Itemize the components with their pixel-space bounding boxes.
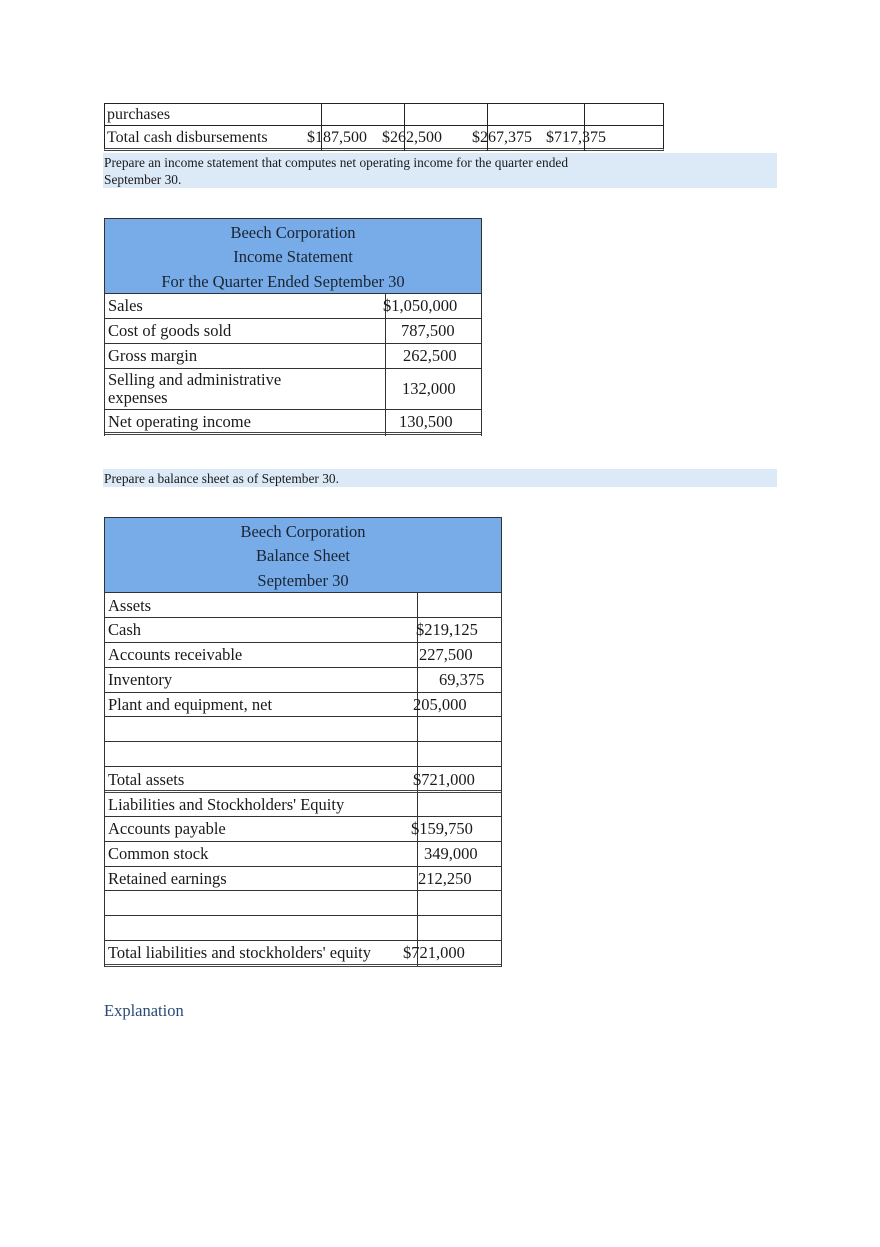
table-row	[105, 343, 481, 369]
table-row	[105, 940, 501, 967]
table-row	[105, 692, 501, 717]
empty-row	[105, 741, 501, 767]
table-row	[105, 368, 481, 410]
balance-sheet-table	[104, 517, 502, 967]
table-row	[105, 642, 501, 668]
row-value: $1,050,000	[383, 296, 458, 315]
disbursement-value: $267,375	[472, 129, 532, 146]
income-statement-table	[104, 218, 482, 436]
row-value: 130,500	[399, 412, 453, 431]
row-value: 787,500	[401, 321, 455, 340]
empty-row	[105, 890, 501, 916]
total-liabilities-value: $721,000	[403, 943, 465, 962]
row-label: Inventory	[108, 670, 173, 689]
section-heading-row	[105, 592, 501, 618]
row-value: 262,500	[403, 346, 457, 365]
total-assets-label: Total assets	[108, 770, 185, 789]
table-row	[105, 667, 501, 693]
row-label: Retained earnings	[108, 869, 227, 888]
liabilities-heading: Liabilities and Stockholders' Equity	[108, 795, 345, 814]
row-value: 69,375	[439, 670, 485, 689]
row-value: 205,000	[413, 695, 467, 714]
disbursement-value: $262,500	[382, 129, 442, 146]
assets-heading: Assets	[108, 596, 152, 615]
row-label-line1: Selling and administrative	[108, 370, 282, 389]
statement-date: September 30	[105, 567, 501, 593]
row-value: 349,000	[424, 844, 478, 863]
table-row	[105, 318, 481, 344]
disbursement-value: $187,500	[307, 129, 367, 146]
table-row	[105, 816, 501, 842]
statement-title: Income Statement	[105, 243, 481, 269]
balance-sheet-instruction: Prepare a balance sheet as of September 30.	[103, 469, 777, 487]
row-value: 227,500	[419, 645, 473, 664]
table-row	[105, 766, 501, 793]
row-value: 132,000	[402, 379, 456, 398]
row-label: Common stock	[108, 844, 209, 863]
row-label-line2: expenses	[108, 388, 168, 407]
row-label: Cost of goods sold	[108, 321, 232, 340]
table-row	[105, 409, 481, 435]
row-label: Accounts receivable	[108, 645, 243, 664]
row-label: Gross margin	[108, 346, 198, 365]
empty-row	[105, 915, 501, 941]
row-label: Accounts payable	[108, 819, 226, 838]
statement-period: For the Quarter Ended September 30	[105, 268, 481, 294]
row-label: Cash	[108, 620, 141, 639]
table-row	[105, 841, 501, 867]
total-cash-disbursements-label: Total cash disbursements	[107, 129, 268, 146]
disbursement-value: $717,375	[546, 129, 606, 146]
table-row	[105, 293, 481, 319]
total-assets-value: $721,000	[413, 770, 475, 789]
row-label: Sales	[108, 296, 143, 315]
row-value: $219,125	[416, 620, 478, 639]
cash-budget-fragment	[104, 103, 664, 151]
empty-row	[105, 716, 501, 742]
total-liabilities-label: Total liabilities and stockholders' equity	[108, 943, 372, 962]
section-heading-row	[105, 792, 501, 817]
row-value: $159,750	[411, 819, 473, 838]
row-divider	[105, 125, 663, 126]
company-name: Beech Corporation	[105, 517, 501, 543]
company-name: Beech Corporation	[105, 218, 481, 244]
explanation-link[interactable]: Explanation	[104, 1001, 184, 1020]
table-row	[105, 866, 501, 891]
row-label: Plant and equipment, net	[108, 695, 273, 714]
statement-title: Balance Sheet	[105, 542, 501, 568]
row-label: Net operating income	[108, 412, 251, 431]
row-value: 212,250	[418, 869, 472, 888]
purchases-label: purchases	[107, 106, 171, 123]
income-statement-instruction: Prepare an income statement that computes net operating income for the quarter ended September 30.	[103, 153, 777, 188]
table-row	[105, 617, 501, 643]
